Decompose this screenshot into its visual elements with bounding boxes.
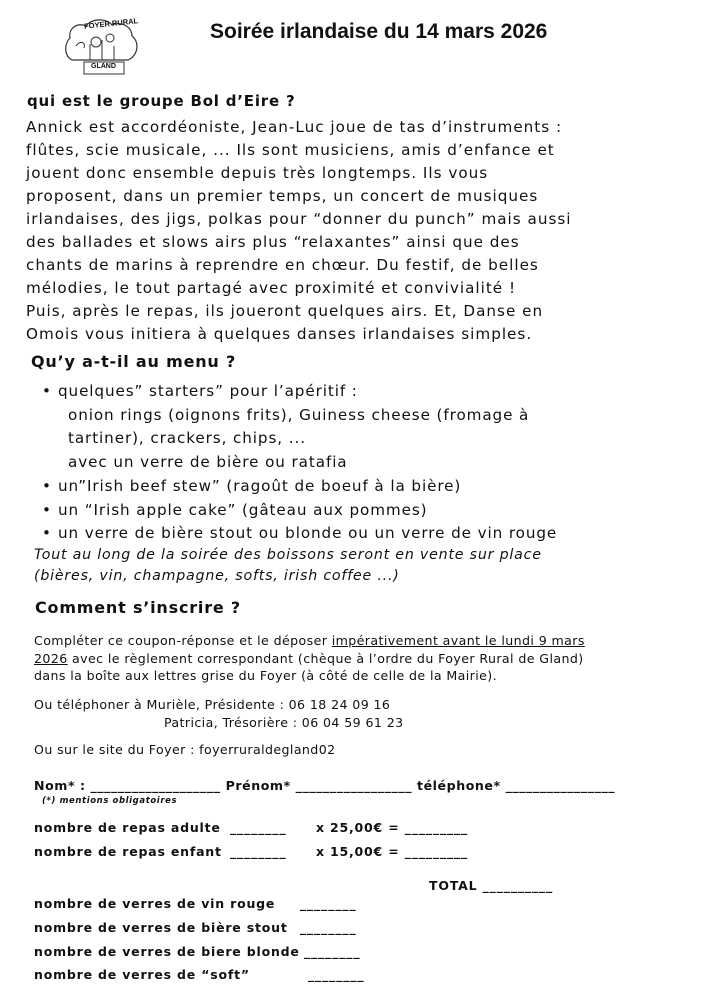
group-line: jouent donc ensemble depuis très longtemps. Ils vous bbox=[26, 164, 489, 182]
bullet-icon: • bbox=[42, 476, 52, 495]
stout-field[interactable]: ________ bbox=[300, 920, 357, 935]
red-wine-field[interactable]: ________ bbox=[300, 896, 357, 911]
total-field[interactable]: TOTAL __________ bbox=[429, 878, 553, 893]
blonde-label: nombre de verres de biere blonde bbox=[34, 944, 300, 959]
group-heading: qui est le groupe Bol d’Eire ? bbox=[27, 92, 296, 110]
group-line: proposent, dans un premier temps, un concert de musiques bbox=[26, 187, 539, 205]
menu-item-label: un”Irish beef stew” (ragoût de boeuf à la bière) bbox=[58, 476, 462, 495]
logo-top-text: FOYER RURAL bbox=[83, 16, 139, 31]
group-line: chants de marins à reprendre en chœur. Du festif, de belles bbox=[26, 256, 539, 274]
menu-item-stew bbox=[40, 475, 557, 499]
group-paragraph bbox=[26, 116, 676, 346]
group-line: flûtes, scie musicale, ... Ils sont musiciens, amis d’enfance et bbox=[26, 141, 555, 159]
mandatory-note: (*) mentions obligatoires bbox=[42, 796, 178, 806]
register-text: avec le règlement correspondant (chèque à l’ordre du Foyer Rural de Gland) bbox=[67, 651, 584, 666]
register-heading: Comment s’inscrire ? bbox=[35, 598, 241, 617]
menu-item-label: un verre de bière stout ou blonde ou un verre de vin rouge bbox=[58, 524, 558, 543]
menu-item-label: quelques” starters” pour l’apéritif : bbox=[58, 382, 358, 400]
register-text: Compléter ce coupon-réponse et le déposer bbox=[34, 633, 332, 648]
register-paragraph-line bbox=[34, 651, 584, 666]
drinks-note-line: Tout au long de la soirée des boissons seront en vente sur place bbox=[34, 547, 542, 563]
foyer-rural-logo bbox=[62, 16, 144, 76]
page-title: Soirée irlandaise du 14 mars 2026 bbox=[210, 20, 548, 43]
identity-fields[interactable]: Nom* : ___________________ Prénom* _________________ téléphone* ________________ bbox=[34, 778, 616, 793]
group-line: des ballades et slows airs plus “relaxantes” ainsi que des bbox=[26, 233, 520, 251]
bullet-icon: • bbox=[42, 524, 52, 543]
group-line: Puis, après le repas, ils joueront quelques airs. Et, Danse en bbox=[26, 302, 544, 320]
child-meals-field[interactable]: ________ bbox=[230, 844, 287, 859]
menu-item-detail: avec un verre de bière ou ratafia bbox=[68, 453, 348, 472]
group-line: Annick est accordéoniste, Jean-Luc joue de tas d’instruments : bbox=[26, 118, 563, 136]
deadline-text: impérativement avant le lundi 9 mars bbox=[331, 633, 585, 648]
red-wine-label: nombre de verres de vin rouge bbox=[34, 896, 276, 911]
group-line: mélodies, le tout partagé avec proximité et convivialité ! bbox=[26, 279, 517, 297]
group-line: irlandaises, des jigs, polkas pour “donner du punch” mais aussi bbox=[26, 210, 572, 228]
group-line: Omois vous initiera à quelques danses irlandaises simples. bbox=[26, 325, 533, 343]
child-meals-price[interactable]: x 15,00€ = _________ bbox=[316, 844, 469, 859]
website-text: Ou sur le site du Foyer : foyerruraldegland02 bbox=[34, 742, 336, 757]
phone-treasurer: Patricia, Trésorière : 06 04 59 61 23 bbox=[164, 715, 404, 730]
phone-president: Ou téléphoner à Murièle, Présidente : 06 18 24 09 16 bbox=[34, 697, 391, 712]
menu-item-drink bbox=[40, 522, 557, 546]
stout-label: nombre de verres de bière stout bbox=[34, 920, 288, 935]
drinks-note-line: (bières, vin, champagne, softs, irish coffee ...) bbox=[34, 568, 400, 584]
menu-item-starters bbox=[40, 380, 557, 475]
menu-item-label: un “Irish apple cake” (gâteau aux pommes) bbox=[58, 500, 428, 519]
deadline-year: 2026 bbox=[34, 651, 68, 666]
bullet-icon: • bbox=[42, 382, 52, 400]
menu-item-detail: tartiner), crackers, chips, ... bbox=[68, 429, 306, 448]
menu-list bbox=[40, 380, 557, 546]
soft-label: nombre de verres de “soft” bbox=[34, 967, 250, 982]
bullet-icon: • bbox=[42, 500, 52, 519]
logo-bottom-text: GLAND bbox=[91, 63, 116, 70]
menu-item-detail: onion rings (oignons frits), Guiness cheese (fromage à bbox=[68, 405, 530, 424]
adult-meals-field[interactable]: ________ bbox=[230, 820, 287, 835]
adult-meals-label: nombre de repas adulte bbox=[34, 820, 221, 835]
register-paragraph-line bbox=[34, 633, 585, 648]
child-meals-label: nombre de repas enfant bbox=[34, 844, 222, 859]
adult-meals-price[interactable]: x 25,00€ = _________ bbox=[316, 820, 469, 835]
blonde-field[interactable]: ________ bbox=[304, 944, 361, 959]
menu-heading: Qu’y a-t-il au menu ? bbox=[31, 352, 237, 371]
drinks-note bbox=[34, 545, 684, 587]
soft-field[interactable]: ________ bbox=[308, 967, 365, 982]
menu-item-cake bbox=[40, 499, 557, 523]
register-paragraph-line: dans la boîte aux lettres grise du Foyer (à côté de celle de la Mairie). bbox=[34, 668, 498, 683]
